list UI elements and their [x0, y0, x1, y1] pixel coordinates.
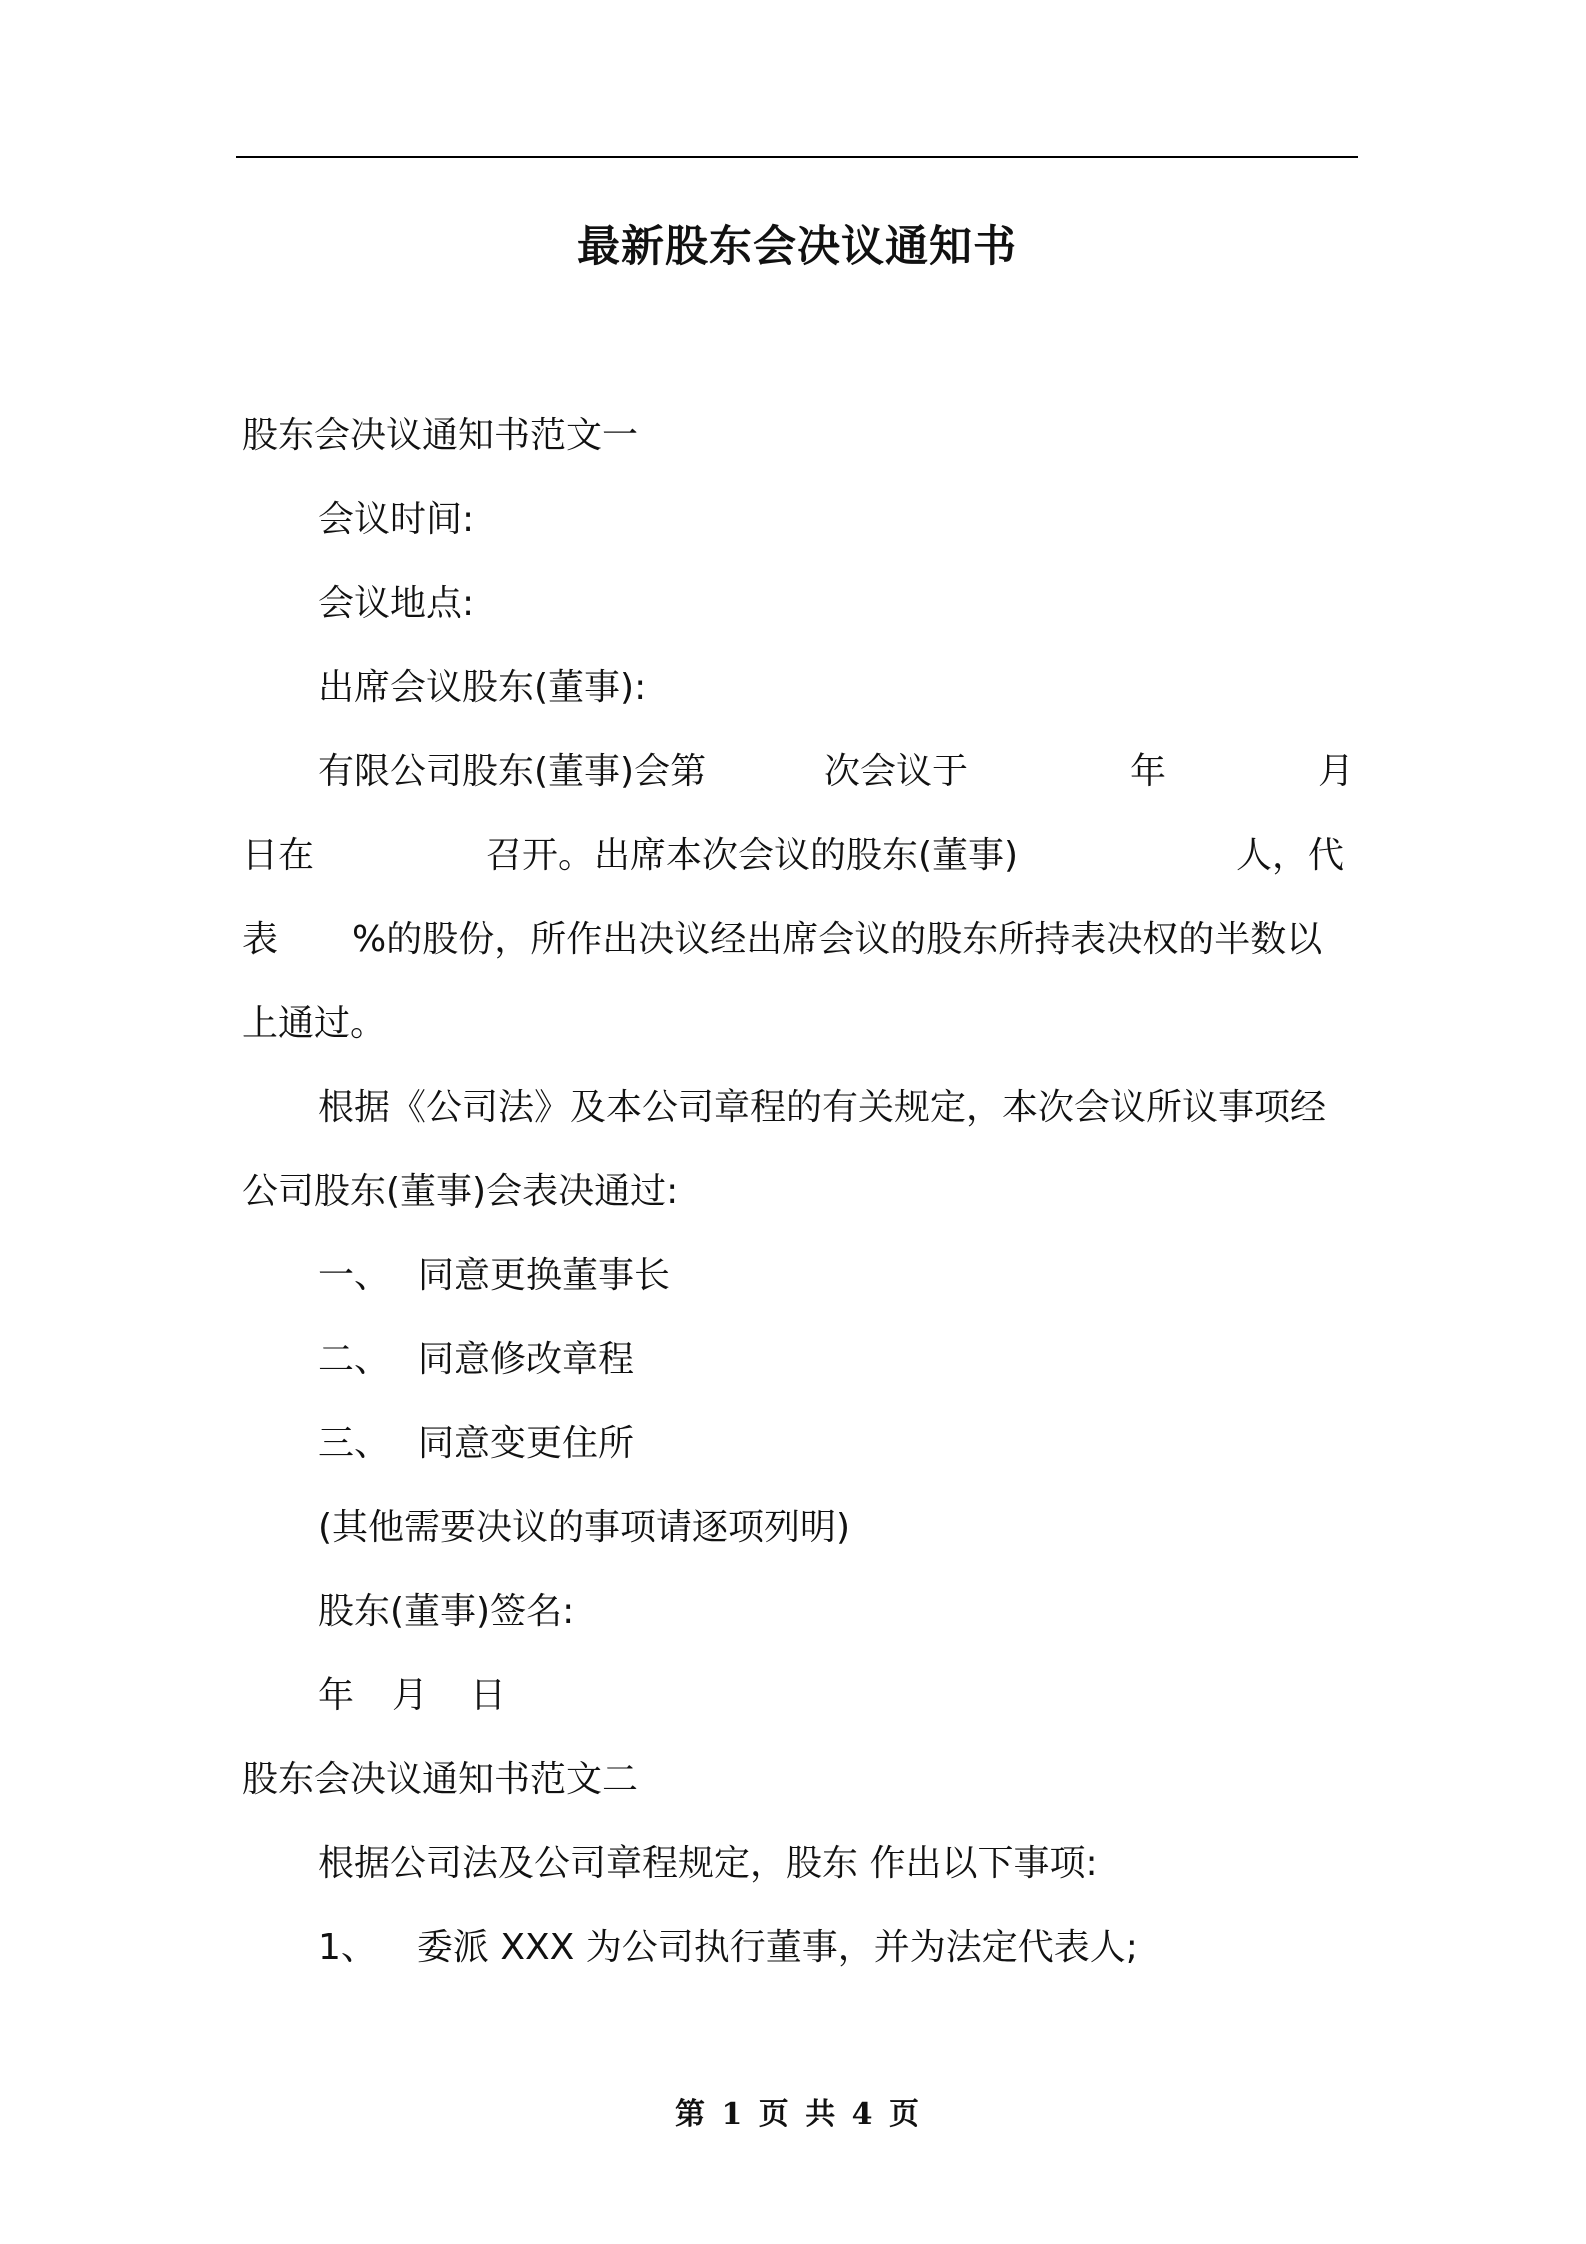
para1-row1-seg1: 有限公司股东(董事)会第: [318, 751, 707, 792]
para2-row1: 根据《公司法》及本公司章程的有关规定，本次会议所议事项经: [318, 1087, 1327, 1128]
resolution-item-3-num: 三、: [318, 1423, 391, 1464]
other-matters-note: (其他需要决议的事项请逐项列明): [318, 1507, 851, 1548]
para1-row1-seg2: 次会议于: [824, 751, 969, 792]
resolution-item-2-num: 二、: [318, 1339, 391, 1380]
header-rule: [236, 156, 1358, 158]
para1-row3: [242, 910, 1356, 970]
para1-row3-seg1: 表: [242, 919, 279, 960]
resolution-item-2-text: 同意修改章程: [418, 1339, 635, 1380]
para1-row2-seg3: 人，代: [1236, 835, 1345, 876]
para1-row1: [242, 742, 1356, 802]
section2-item-1-text: 委派 XXX 为公司执行董事，并为法定代表人;: [416, 1927, 1138, 1968]
section2-intro: 根据公司法及公司章程规定，股东 作出以下事项:: [318, 1843, 1098, 1884]
page-number-footer: 第 1 页 共 4 页: [675, 2097, 919, 2132]
para1-row4: 上通过。: [242, 1003, 387, 1044]
para1-row1-seg4: 月: [1318, 751, 1355, 792]
resolution-item-3: [318, 1414, 634, 1474]
section1-heading: 股东会决议通知书范文一: [242, 415, 639, 456]
meeting-time-label: 会议时间:: [318, 499, 475, 540]
date-line: [318, 1666, 506, 1726]
para1-row3-seg2: %的股份，所作出决议经出席会议的股东所持表决权的半数以: [352, 919, 1323, 960]
para1-row2-seg1: 日在: [242, 835, 315, 876]
resolution-item-3-text: 同意变更住所: [418, 1423, 635, 1464]
section2-item-1-num: 1、: [318, 1927, 377, 1968]
meeting-place-label: 会议地点:: [318, 583, 475, 624]
resolution-item-1-text: 同意更换董事长: [418, 1255, 671, 1296]
para1-row1-seg3: 年: [1130, 751, 1167, 792]
section2-item-1: [318, 1918, 1138, 1978]
date-year: 年: [318, 1675, 355, 1716]
para1-row2-seg2: 召开。出席本次会议的股东(董事): [486, 835, 1019, 876]
signature-label: 股东(董事)签名:: [318, 1591, 575, 1632]
date-day: 日: [470, 1675, 507, 1716]
resolution-item-1-num: 一、: [318, 1255, 391, 1296]
resolution-item-1: [318, 1246, 670, 1306]
para1-row2: [242, 826, 1356, 886]
document-title: 最新股东会决议通知书: [577, 222, 1017, 272]
attendees-label: 出席会议股东(董事):: [318, 667, 647, 708]
resolution-item-2: [318, 1330, 634, 1390]
date-month: 月: [392, 1675, 429, 1716]
section2-heading: 股东会决议通知书范文二: [242, 1759, 639, 1800]
para2-row2: 公司股东(董事)会表决通过:: [242, 1171, 679, 1212]
